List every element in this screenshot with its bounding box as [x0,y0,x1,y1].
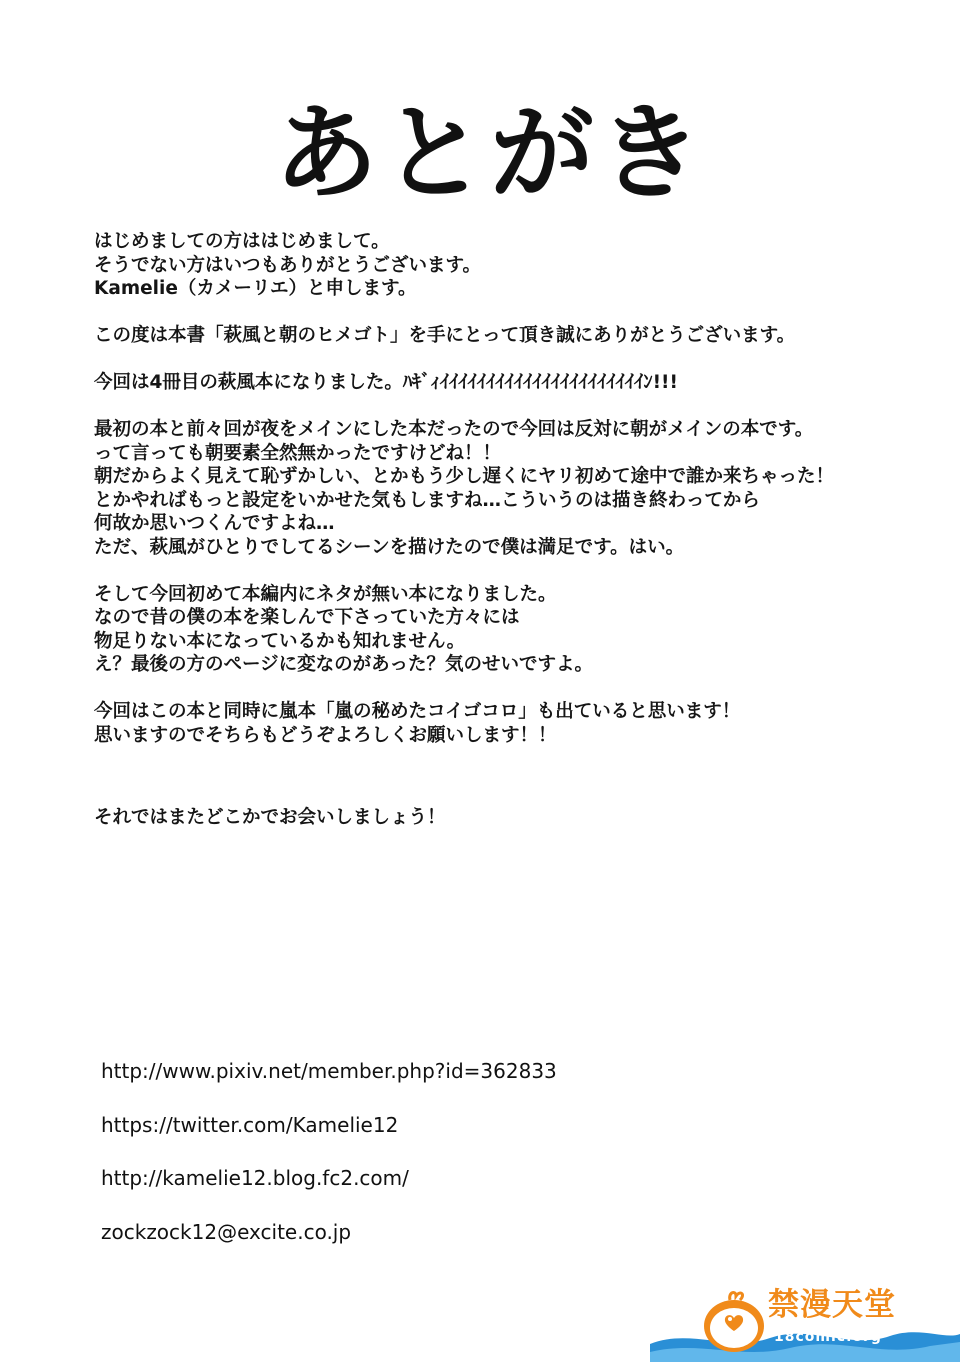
text-line: とかやればもっと設定をいかせた気もしますね…こういうのは描き終わってから [94,489,760,511]
text-line: なので昔の僕の本を楽しんで下さっていた方々には [94,607,520,628]
text-line: 物足りない本になっているかも知れません。 [94,630,466,652]
text-line: 思いますのでそちらもどうぞよろしくお願いします！！ [94,724,557,746]
paragraph-gap [94,782,934,806]
contact-links [101,1056,661,1270]
text-line: 最初の本と前々回が夜をメインにした本だったので今回は反対に朝がメインの本です。 [94,419,814,440]
whale-mascot-icon [700,1286,770,1356]
text-line: って言っても朝要素全然無かったですけどね！！ [94,442,502,464]
text-line: はじめましての方ははじめまして。 [94,231,390,252]
text-line: ただ、萩風がひとりでしてるシーンを描けたので僕は満足です。はい。 [94,536,685,558]
paragraph-gap [94,677,934,701]
text-line: 何故か思いつくんですよね… [94,513,335,534]
text-line: 今回は4冊目の萩風本になりました。ﾊｷﾞｨｲｲｲｲｲｲｲｲｲｲｲｲｲｲｲｲｲｲｲｲｲｲﾝ!!! [94,372,678,393]
text-line: え？最後の方のページに変なのがあった？気のせいですよ。 [94,654,593,675]
text-line: そして今回初めて本編内にネタが無い本になりました。 [94,583,557,605]
watermark-domain[interactable]: 18comic.org [774,1329,882,1345]
blog-link[interactable]: http://kamelie12.blog.fc2.com/ [101,1166,409,1190]
twitter-link[interactable]: https://twitter.com/Kamelie12 [101,1112,399,1137]
watermark-title: 禁漫天堂 [768,1287,896,1323]
text-line: それではまたどこかでお会いしましょう！ [94,806,446,828]
page-title: あとがき [273,92,706,214]
text-line: 今回はこの本と同時に嵐本「嵐の秘めたコイゴコロ」も出ていると思います！ [94,701,741,722]
email-link[interactable]: zockzock12@excite.co.jp [101,1219,352,1244]
paragraph-gap [94,301,934,325]
watermark-logo [700,1278,950,1362]
paragraph-gap [94,395,934,419]
text-line: この度は本書「萩風と朝のヒメゴト」を手にとって頂き誠にありがとうございます。 [94,325,796,346]
pixiv-link[interactable]: http://www.pixiv.net/member.php?id=362833 [101,1059,557,1083]
paragraph-gap [94,559,934,583]
text-line: Kamelie（カメーリエ）と申します。 [94,278,417,299]
text-line: 朝だからよく見えて恥ずかしい、とかもう少し遅くにヤリ初めて途中で誰か来ちゃった！ [94,466,835,487]
text-line: そうでない方はいつもありがとうございます。 [94,254,482,276]
paragraph-gap [94,348,934,372]
afterword-body [94,230,934,829]
paragraph-gap [94,747,934,782]
